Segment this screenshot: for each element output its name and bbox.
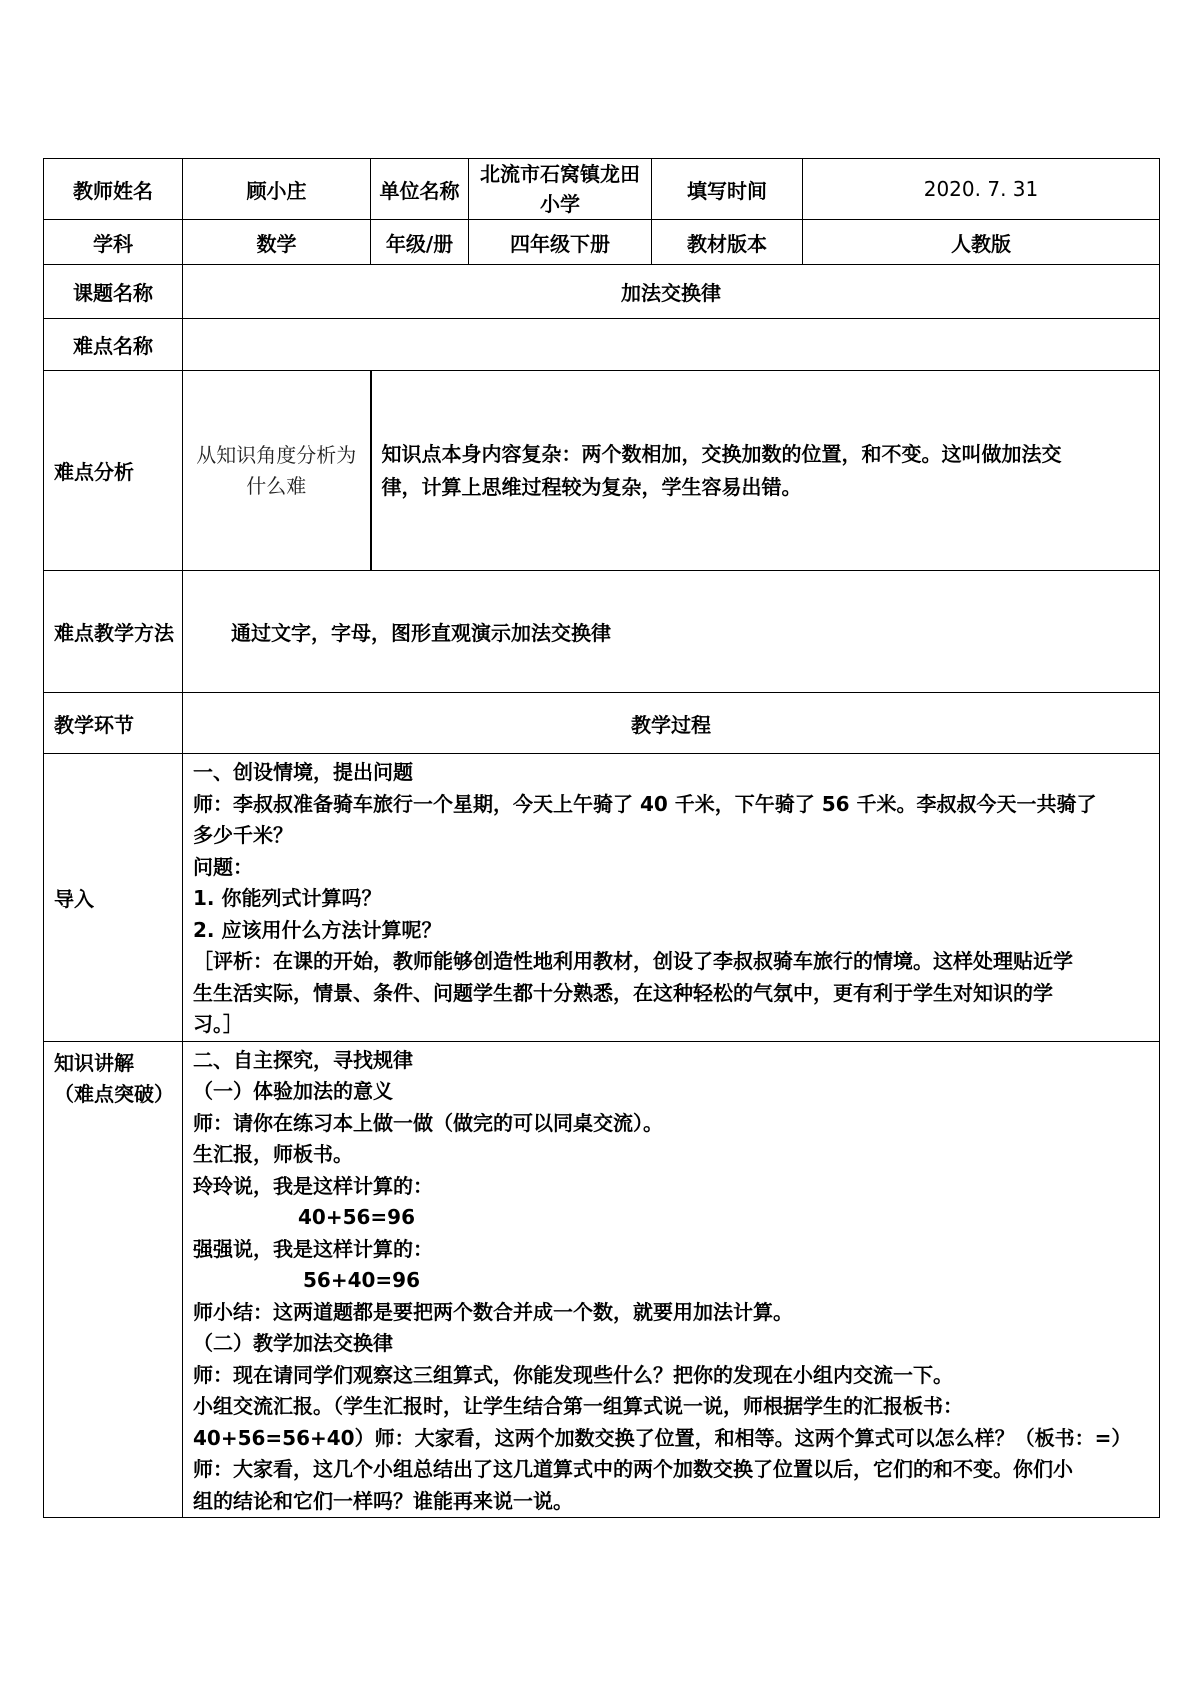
knowledge-line: 师：大家看，这几个小组总结出了这几道算式中的两个加数交换了位置以后，它们的和不变。你们小 [193,1457,1073,1481]
analysis-sub-label-line2: 什么难 [246,473,307,498]
knowledge-line: 玲玲说，我是这样计算的： [193,1173,433,1198]
subject-value: 数学 [183,220,371,265]
knowledge-line: 小组交流汇报。（学生汇报时，让学生结合第一组算式说一说，师根据学生的汇报板书： [193,1394,963,1418]
intro-content [183,754,1160,1042]
intro-line: 多少千米？ [193,823,293,847]
topic-value: 加法交换律 [183,265,1160,319]
method-value: 通过文字，字母，图形直观演示加法交换律 [183,571,1160,693]
intro-row [44,754,1160,1042]
knowledge-line: 师小结：这两道题都是要把两个数合并成一个数，就要用加法计算。 [193,1299,793,1324]
method-label: 难点教学方法 [44,571,183,693]
grade-value: 四年级下册 [469,220,652,265]
difficulty-row [44,319,1160,371]
analysis-text-line1: 知识点本身内容复杂：两个数相加，交换加数的位置，和不变。这叫做加法交 [381,441,1062,466]
info-row-2 [44,220,1160,265]
knowledge-line: 师：请你在练习本上做一做（做完的可以同桌交流）。 [193,1110,663,1135]
knowledge-line: 二、自主探究，寻找规律 [193,1047,413,1072]
intro-line: 一、创设情境，提出问题 [193,760,413,784]
intro-line: 师：李叔叔准备骑车旅行一个星期，今天上午骑了 40 千米，下午骑了 56 千米。李叔叔今天一共骑了 [193,791,1097,816]
intro-line: 2. 应该用什么方法计算呢？ [193,917,442,942]
intro-line: ［评析：在课的开始，教师能够创造性地利用教材，创设了李叔叔骑车旅行的情境。这样处理贴近学 [193,949,1073,973]
teacher-value: 顾小庄 [183,159,371,220]
topic-row [44,265,1160,319]
intro-line: 问题： [193,854,253,879]
knowledge-row [44,1041,1160,1518]
process-header-row [44,693,1160,754]
edition-value: 人教版 [803,220,1160,265]
info-row-1 [44,159,1160,220]
knowledge-line: 组的结论和它们一样吗？谁能再来说一说。 [193,1488,573,1513]
intro-line: 1. 你能列式计算吗？ [193,886,382,910]
difficulty-value [183,319,1160,371]
analysis-text [371,371,1160,571]
unit-value-line1: 北流市石窝镇龙田 [480,162,640,186]
equation-1: 40+56=96 [298,1205,416,1229]
date-label: 填写时间 [652,159,803,220]
lesson-plan-document [43,158,1159,1530]
intro-label: 导入 [44,754,183,1042]
unit-value-line2: 小学 [540,192,580,216]
unit-label: 单位名称 [371,159,469,220]
knowledge-line: 生汇报，师板书。 [193,1142,353,1166]
difficulty-label: 难点名称 [44,319,183,371]
topic-label: 课题名称 [44,265,183,319]
edition-label: 教材版本 [652,220,803,265]
knowledge-label-line2: （难点突破） [54,1081,174,1106]
analysis-sub-label [183,371,371,571]
lesson-plan-table [43,158,1160,1518]
teacher-label: 教师姓名 [44,159,183,220]
analysis-label: 难点分析 [44,371,183,571]
equation-2: 56+40=96 [303,1268,421,1292]
knowledge-line: （一）体验加法的意义 [193,1079,393,1103]
knowledge-content [183,1041,1160,1518]
analysis-sub-label-line1: 从知识角度分析为 [196,442,357,467]
grade-label: 年级/册 [371,220,469,265]
knowledge-line: 师：现在请同学们观察这三组算式，你能发现些什么？把你的发现在小组内交流一下。 [193,1362,953,1387]
unit-value [469,159,652,220]
knowledge-label [44,1041,183,1518]
method-row [44,571,1160,693]
date-value: 2020. 7. 31 [803,159,1160,220]
intro-line: 习。］ [193,1012,243,1036]
knowledge-line: 强强说，我是这样计算的： [193,1236,433,1261]
analysis-text-line2: 律，计算上思维过程较为复杂，学生容易出错。 [381,474,802,499]
knowledge-label-line1: 知识讲解 [54,1050,134,1075]
process-label: 教学过程 [183,693,1160,754]
knowledge-line: 40+56=56+40）师：大家看，这两个加数交换了位置，和相等。这两个算式可以怎么样？（板书：=） [193,1425,1132,1450]
analysis-row [44,371,1160,571]
intro-line: 生生活实际，情景、条件、问题学生都十分熟悉，在这种轻松的气氛中，更有利于学生对知识的学 [193,980,1053,1005]
process-step-label: 教学环节 [44,693,183,754]
subject-label: 学科 [44,220,183,265]
knowledge-line: （二）教学加法交换律 [193,1331,393,1355]
